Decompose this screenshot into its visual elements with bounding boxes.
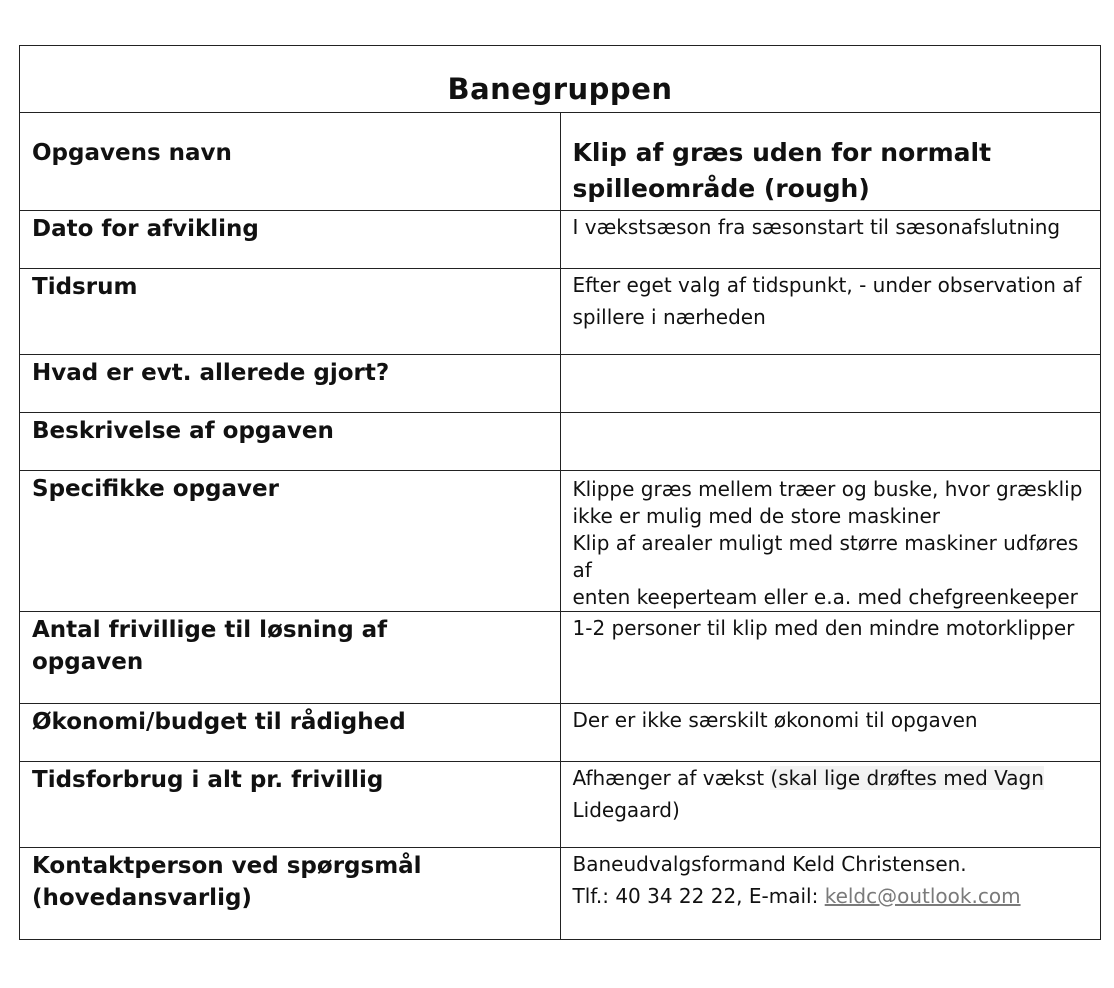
table-row xyxy=(20,211,1101,269)
row-label-text: Hvad er evt. allerede gjort? xyxy=(32,360,390,386)
table-row xyxy=(20,704,1101,762)
row-value-text: spillere i nærheden xyxy=(572,305,766,329)
row-value xyxy=(560,211,1101,269)
row-label-text: Økonomi/budget til rådighed xyxy=(32,709,406,735)
row-label xyxy=(20,704,561,762)
title-cell xyxy=(20,46,1101,113)
row-value xyxy=(560,269,1101,355)
row-value xyxy=(560,704,1101,762)
row-value xyxy=(560,113,1101,211)
row-label-text: Tidsrum xyxy=(32,274,138,300)
table-row xyxy=(20,113,1101,211)
row-value xyxy=(560,413,1101,471)
row-label xyxy=(20,848,561,940)
row-label-text: (hovedansvarlig) xyxy=(32,885,252,911)
row-value-text: Der er ikke særskilt økonomi til opgaven xyxy=(572,708,978,732)
row-value-text: I vækstsæson fra sæsonstart til sæsonafslutning xyxy=(572,215,1061,239)
row-label xyxy=(20,471,561,612)
row-label-text: Dato for afvikling xyxy=(32,216,259,242)
row-label-text: Antal frivillige til løsning af xyxy=(32,617,388,643)
row-value-text: Lidegaard) xyxy=(572,798,680,822)
row-label xyxy=(20,113,561,211)
row-label-text: Beskrivelse af opgaven xyxy=(32,418,334,444)
row-value-text: ikke er mulig med de store maskiner xyxy=(572,504,941,528)
row-value xyxy=(560,762,1101,848)
email-link[interactable]: keldc@outlook.com xyxy=(824,884,1021,908)
row-label xyxy=(20,211,561,269)
row-value-text: enten keeperteam eller e.a. med chefgreenkeeper xyxy=(572,585,1078,609)
row-label-text: opgaven xyxy=(32,649,144,675)
task-table xyxy=(19,45,1101,940)
document-title: Banegruppen xyxy=(447,72,673,106)
row-value-text: Efter eget valg af tidspunkt, - under observation af xyxy=(572,273,1082,297)
table-row xyxy=(20,762,1101,848)
row-label-text: Kontaktperson ved spørgsmål xyxy=(32,853,422,879)
row-label-text: Tidsforbrug i alt pr. frivillig xyxy=(32,767,384,793)
row-value xyxy=(560,355,1101,413)
row-label xyxy=(20,612,561,704)
row-value xyxy=(560,848,1101,940)
row-value-text: 1-2 personer til klip med den mindre motorklipper xyxy=(572,616,1075,640)
row-value-text: Klippe græs mellem træer og buske, hvor græsklip xyxy=(572,477,1083,501)
table-row xyxy=(20,355,1101,413)
row-value xyxy=(560,471,1101,612)
table-row xyxy=(20,471,1101,612)
table-row xyxy=(20,413,1101,471)
title-row xyxy=(20,46,1101,113)
row-label xyxy=(20,269,561,355)
row-value xyxy=(560,612,1101,704)
highlighted-text: (skal lige drøftes med Vagn xyxy=(770,766,1044,790)
table-row xyxy=(20,612,1101,704)
task-name-line: spilleområde (rough) xyxy=(572,174,870,203)
row-label xyxy=(20,355,561,413)
contact-name: Baneudvalgsformand Keld Christensen. xyxy=(572,852,967,876)
row-label xyxy=(20,413,561,471)
row-value-line xyxy=(573,762,1089,794)
row-label-text: Specifikke opgaver xyxy=(32,476,279,502)
table-row xyxy=(20,848,1101,940)
task-name-line: Klip af græs uden for normalt xyxy=(572,138,992,167)
row-value-text: Klip af arealer muligt med større maskiner udføres af xyxy=(572,531,1079,582)
contact-phone: Tlf.: 40 34 22 22, E-mail: xyxy=(572,884,825,908)
row-value-text: Afhænger af vækst xyxy=(572,766,771,790)
header-label: Opgavens navn xyxy=(32,140,232,166)
contact-details xyxy=(573,880,1089,912)
row-label xyxy=(20,762,561,848)
table-row xyxy=(20,269,1101,355)
